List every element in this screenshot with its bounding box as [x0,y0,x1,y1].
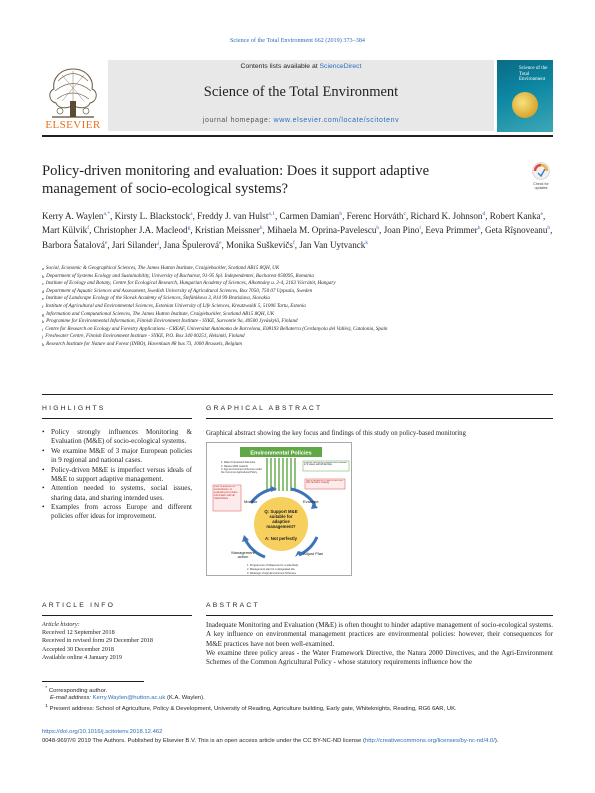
author-affiliation-mark[interactable]: a [190,211,193,217]
author-affiliation-mark[interactable]: d [482,211,486,217]
ga-banner: Environmental Policies [250,450,312,457]
ga-policy-3: 3. Agri-environment schemes under the Common Agricultural Policy [221,468,262,474]
journal-title: Science of the Total Environment [203,84,399,100]
email-label: E-mail address: [50,695,93,702]
author-name[interactable]: Monika Suškevičs [225,239,293,250]
ga-stage-action: Management action [231,551,255,560]
author-name[interactable]: Mart Külvik [42,225,88,236]
abstract-paragraph-2: We examine three policy areas - the Water Framework Directive, the Natura 2000 Directives, and the Agri-Environment Schemes of the Common Agricultural Policy - whose statutory requirements influence how the [206,648,553,667]
ga-center-question: Q: Support M&E suitable for adaptive management? [264,509,298,529]
email-suffix: (K.A. Waylen). [165,695,205,702]
license-line [42,738,556,744]
contents-prefix: Contents lists available at [240,63,320,70]
author-affiliation-mark[interactable]: g [187,225,191,232]
author-affiliation-mark[interactable]: e [218,239,222,246]
affiliation-mark: e [42,296,44,302]
license-prefix: 0048-9697/© 2019 The Authors. Published by Elsevier B.V. This is an open access article under the CC BY-NC-ND license ( [42,738,365,744]
affiliation-item [42,295,556,303]
author-name[interactable]: Mihaela M. Oprina-Pavelescu [267,225,377,236]
history-label: Article history: [42,621,80,628]
author-name[interactable]: Kristian Meissner [194,225,260,236]
author-affiliation-mark[interactable]: b [547,225,551,232]
affiliation-item [42,326,556,334]
ga-stage-adjust: Adjust Plan [303,551,324,556]
present-address-footnote [42,703,556,713]
highlight-item: • Attention needed to systems, social issues, sharing data, and sharing intended uses. [42,484,192,502]
author-affiliation-mark[interactable]: h [477,225,481,232]
corresponding-footnote [42,685,556,695]
highlight-item: • Examples from across Europe and different policies offer ideas for improvement. [42,503,192,521]
sciencedirect-link[interactable]: ScienceDirect [319,63,362,70]
abstract-text [206,621,553,667]
graphical-abstract-figure[interactable] [206,442,352,576]
ga-note-right-mid: Not a sequence / cited to aim link with decision making [306,479,343,485]
cover-graphic [512,92,538,118]
footnotes [42,685,556,713]
author-affiliation-mark[interactable]: e [540,211,543,217]
affiliation-mark: b [42,273,45,279]
affiliation-text: Social, Economic & Geographical Sciences, The James Hutton Institute, Craigiebuckler, Scotland AB15 8QH, UK [45,265,280,271]
homepage-link[interactable]: www.elsevier.com/locate/scitotenv [273,117,400,124]
corresponding-text: Corresponding author. [48,687,108,694]
ga-bottom-1: 1. Programmes of Measures for a waterbody [247,564,299,567]
author-email-link[interactable]: Kerry.Waylen@hutton.ac.uk [92,695,166,702]
graphical-abstract-caption: Graphical abstract showing the key focus and findings of this study on policy-based monitoring [206,430,466,437]
ga-policy-2: 2. Natura 2000 network [221,465,248,468]
journal-homepage [108,117,494,124]
front-matter-divider [42,394,553,395]
highlight-item: • Policy strongly influences Monitoring & Evaluation (M&E) of socio-ecological systems. [42,428,192,446]
author-name[interactable]: Jana Špulerová [163,239,219,250]
author-name[interactable]: Jari Silander [111,239,158,250]
author-name[interactable]: Freddy J. van Hulst [197,211,269,222]
author-name[interactable]: Kerry A. Waylen [42,211,104,222]
ga-bottom-3: 3. Redesign of Agri-Environment Schemes [247,572,296,575]
affiliation-item [42,333,556,341]
history-received: Received 12 September 2018 [42,629,115,637]
ga-center-answer: A: Not perfectly [265,536,297,541]
contents-availability [108,63,494,70]
author-affiliation-mark[interactable]: a,1 [268,211,275,217]
present-mark: 1 [45,703,49,709]
doi-link[interactable]: https://doi.org/10.1016/j.scitotenv.2018.12.462 [42,729,163,735]
author-affiliation-mark[interactable]: h [259,225,263,232]
author-affiliation-mark[interactable]: b [376,225,380,232]
footnote-rule [42,681,144,682]
author-name[interactable]: Eeva Primmer [425,225,478,236]
graphical-abstract-rule [206,418,553,419]
abstract-heading: ABSTRACT [206,602,260,609]
affiliation-text: Freshwater Centre, Finnish Environment Institute - SYKE, P.O. Box 340 00251, Helsinki, Finland [45,333,245,340]
ga-stage-evaluate: Evaluate [303,499,319,504]
affiliation-text: Information and Computational Sciences, The James Hutton Institute, Craigiebuckler, Scotland AB15 8QH, UK [46,310,275,317]
author-affiliation-mark[interactable]: b [339,211,343,217]
license-suffix: ). [494,738,499,744]
graphical-abstract-heading: GRAPHICAL ABSTRACT [206,405,323,412]
author-affiliation-mark[interactable]: a,* [103,211,111,217]
highlights-list [42,428,192,522]
affiliation-item [42,303,556,311]
affiliation-text: Department of Aquatic Sciences and Assessment, Swedish University of Agricultural Sciences, Box 7050, 750 07 Uppsala, Sweden [46,287,313,294]
author-name[interactable]: Carmen Damian [279,211,340,222]
affiliation-text: Research Institute for Nature and Forest (INBO), Havenlaan 88 bus 73, 1000 Brussels, Belgium [46,340,242,347]
author-affiliation-mark[interactable]: f [87,225,90,232]
author-list: Kerry A. Waylen$^{a,*}$, Kirsty L. Blackstock$^a$, Freddy J. van Hulst$^{a,1}$, Carmen Damian$^b$, Ferenc Horváth$^c$, Richard K. Johnson$^d$, Robert Kanka$^e$, Mart Külvik$^f$, Christopher J.A. Macleod$^g$, Kristian Meissner$^h$, Mihaela M. Oprina-Pavelescu$^b$, Joan Pino$^i$, Eeva Primmer$^h$, Geta Rîşnoveanu$^b$, Barbora Šatalová$^e$, Jari Silander$^j$, Jana Špulerová$^e$, Monika Suškevičs$^f$, Jan Van Uytvanck$^k$ [42,211,553,250]
affiliation-text: Institute of Ecology and Botany, Centre for Ecological Research, Hungarian Academy of Sciences, Alkotmány u. 2-4, 2163 Vácrátót, Hungary [45,280,336,287]
publisher-wordmark: ELSEVIER [45,119,101,131]
ga-note-left: Lack of attention to social factors, to evaluating & to share information with all stakeholders [214,486,238,500]
homepage-prefix: journal homepage: [202,117,274,124]
author-affiliation-mark[interactable]: k [365,239,369,246]
article-title: Policy-driven monitoring and evaluation: Does it support adaptive management of socio-ecological systems? [42,163,430,197]
author-name[interactable]: Geta Rîşnoveanu [485,225,548,236]
affiliation-mark: j [42,334,44,340]
author-affiliation-mark[interactable]: f [292,239,295,246]
author-name[interactable]: Barbora Šatalová [42,239,105,250]
check-for-updates-badge[interactable] [528,161,554,191]
affiliation-text: Institute of Landscape Ecology of the Slovak Academy of Sciences, Štefánikova 3, 814 99 Bratislava, Slovakia [45,295,270,302]
affiliation-mark: g [42,311,45,317]
history-revised: Received in revised form 29 December 2018 [42,637,153,645]
ga-policy-1: 1. Water Framework Directive [221,461,256,464]
highlights-rule [42,418,192,419]
affiliation-text: Institute of Agricultural and Environmental Sciences, Estonian University of Life Sciences, Kreutzwaldi 5, 51006 Tartu, Estonia [45,302,306,309]
license-link[interactable]: http://creativecommons.org/licenses/by-nc-nd/4.0/ [364,738,495,744]
affiliation-text: Centre for Research on Ecology and Forestry Applications - CREAF, Universitat Autònoma de Barcelona, E08193 Bellaterra (Cerdanyola del Vallès), Catalonia, Spain [45,325,388,332]
present-address-text: Present address: School of Agriculture, Policy & Development, University of Reading, Agriculture building, Early gate, Whiteknights, Reading, RG6 6AR, UK. [49,705,457,712]
author-name[interactable]: Joan Pino [383,225,420,236]
affiliation-mark: d [42,288,45,294]
author-name[interactable]: Jan Van Uytvanck [299,239,366,250]
highlight-item: • Policy-driven M&E is imperfect versus ideals of M&E to support adaptive management. [42,466,192,484]
affiliation-mark: c [42,281,44,287]
highlight-item: • We examine M&E of 3 major European policies in 9 regional and national cases. [42,447,192,465]
author-name[interactable]: Robert Kanka [489,211,541,222]
history-accepted: Accepted 30 December 2018 [42,645,114,653]
cover-title: Science of the Total Environment [519,66,548,83]
abstract-rule [206,615,553,616]
affiliation-item [42,280,556,288]
badge-line1: Check for [533,182,549,186]
author-name[interactable]: Ferenc Horváth [346,211,404,222]
article-history [42,621,192,662]
ga-note-right-top: Offered overlying programmes studied in 9 cases across Europe [304,461,347,467]
affiliation-item [42,265,556,273]
highlights-heading: HIGHLIGHTS [42,405,106,412]
author-affiliation-mark[interactable]: i [419,225,421,232]
affiliation-text: Programme for Environmental Information, Finnish Environment Institute - SYKE, Survontie 9a, 40500 Jyväskylä, Finland [46,318,298,325]
affiliation-mark: k [42,341,45,347]
author-affiliation-mark[interactable]: c [403,211,406,217]
affiliation-text: Department of Systems Ecology and Sustainability, University of Bucharest, 91-95 Spl. Independentei, Bucharest 050095, Romania [46,272,314,279]
header-divider [42,135,553,137]
affiliation-mark: f [42,303,44,309]
affiliation-item [42,341,556,349]
affiliation-item [42,318,556,326]
ga-bottom-2: 2. Management plan for a designated site [247,568,295,571]
affiliation-mark: h [42,319,45,325]
journal-reference[interactable]: Science of the Total Environment 662 (2019) 373–384 [229,37,366,44]
author-name[interactable]: Kirsty L. Blackstock [114,211,191,222]
history-online: Available online 4 January 2019 [42,653,122,661]
badge-line2: updates [534,186,548,190]
corresponding-mark: * [45,686,48,691]
affiliation-list [42,265,556,349]
author-name[interactable]: Richard K. Johnson [410,211,483,222]
affiliation-mark: a [42,266,44,271]
article-info-rule [42,615,192,616]
author-affiliation-mark[interactable]: j [157,239,160,246]
affiliation-mark: i [42,326,44,332]
author-name[interactable]: Christopher J.A. Macleod [93,225,188,236]
author-affiliation-mark[interactable]: e [104,239,108,246]
abstract-paragraph-1: Inadequate Monitoring and Evaluation (M&E) is often thought to hinder adaptive management of socio-ecological systems. A key influence on environmental management practices are environmental policies: however, their consequences for M&E practices have not been well-examined. [206,621,553,648]
article-info-heading: ARTICLE INFO [42,602,116,609]
ga-stage-monitor: Monitor [244,499,258,504]
email-footnote [42,695,556,702]
